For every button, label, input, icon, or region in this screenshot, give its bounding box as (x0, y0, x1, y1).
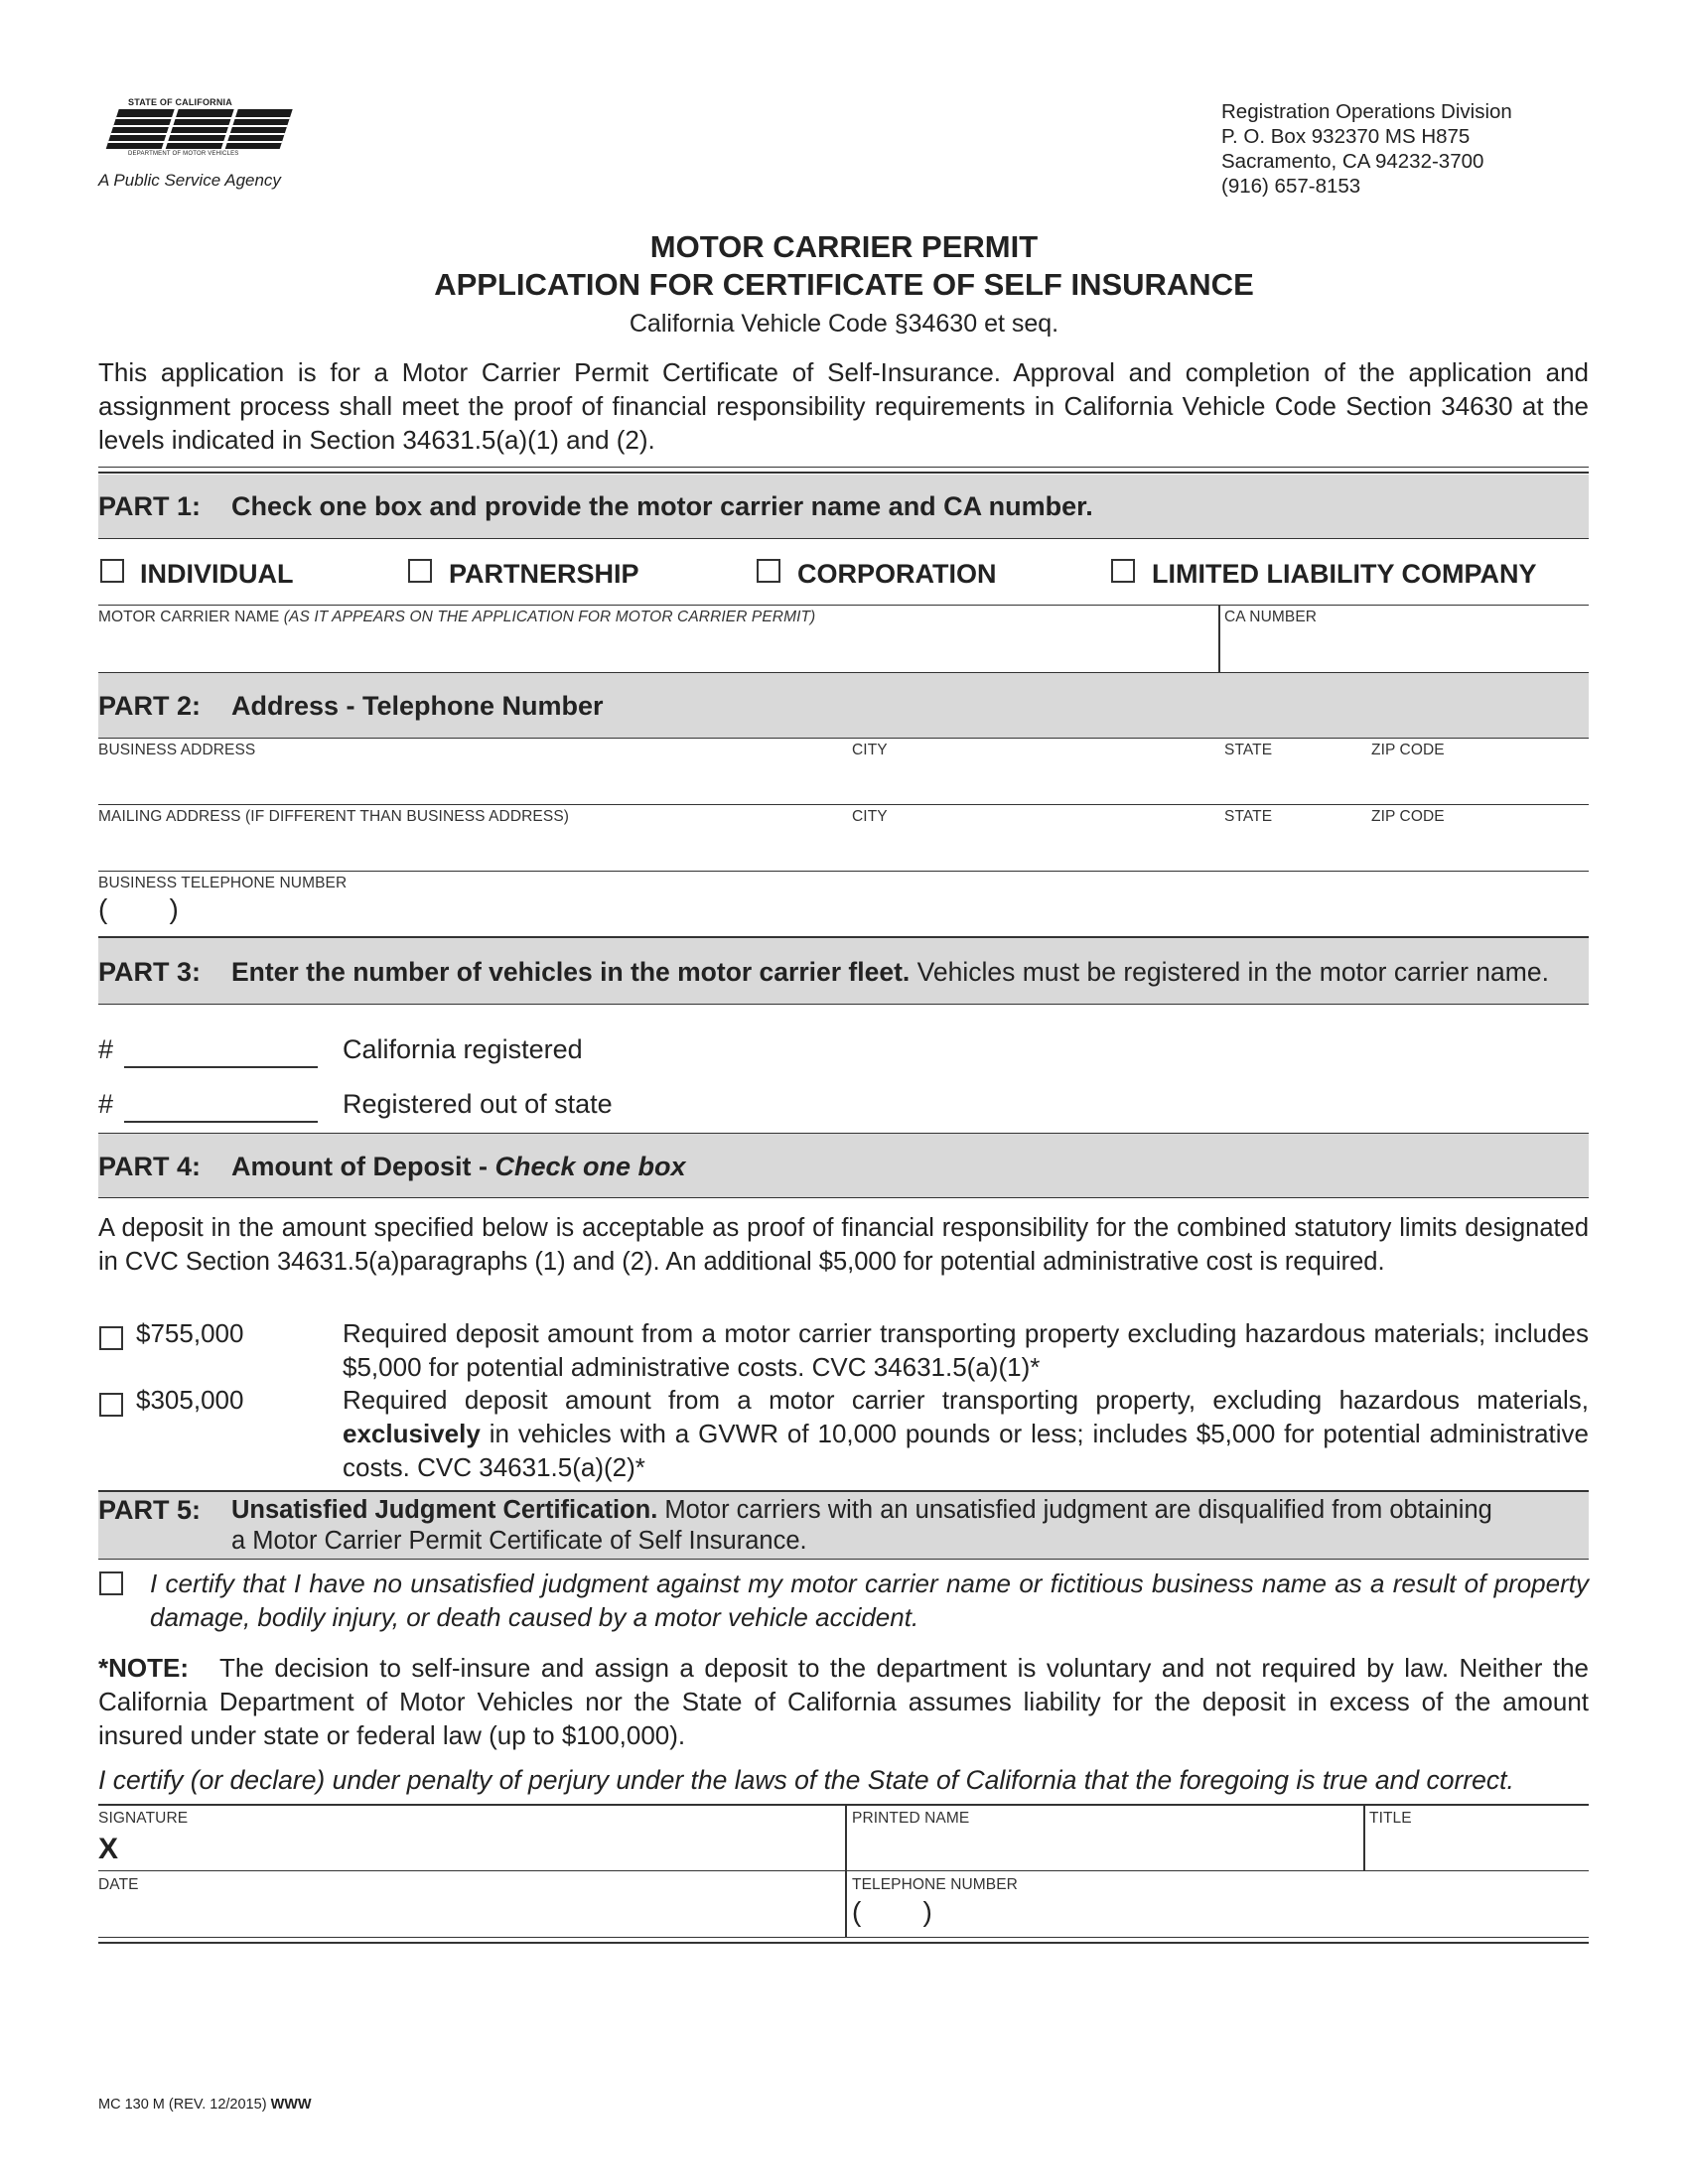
ca-registered-count-field[interactable] (124, 1040, 318, 1068)
business-state-field[interactable] (1224, 760, 1353, 800)
checkbox-individual[interactable] (100, 559, 124, 583)
deposit-305000-description (343, 1383, 1589, 1484)
part2-number: PART 2: (98, 691, 202, 721)
note-paragraph (98, 1651, 1589, 1752)
option-llc-label: LIMITED LIABILITY COMPANY (1152, 559, 1537, 589)
part3-header (98, 938, 1589, 1004)
note-text: The decision to self-insure and assign a deposit to the department is voluntary and not required by law. Neither the California Department of Motor Vehicles nor the State of California assumes liability for the deposit in excess of the amount insured under state or federal law (up to $100,000). (98, 1653, 1590, 1750)
part3-title: Enter the number of vehicles in the motor carrier fleet. (231, 957, 911, 987)
deposit-305000-bold: exclusively (343, 1419, 481, 1448)
deposit-305000-amount: $305,000 (136, 1385, 244, 1415)
mailing-city-field[interactable] (852, 827, 1209, 867)
date-field[interactable] (98, 1894, 833, 1934)
motor-carrier-name-label (98, 609, 815, 626)
ca-number-label: CA NUMBER (1224, 609, 1318, 625)
deposit-305000-text-b: in vehicles with a GVWR of 10,000 pounds or less; includes $5,000 for potential administrative costs. CVC 34631.5(a)(2)* (343, 1419, 1589, 1482)
title-line-1: MOTOR CARRIER PERMIT (649, 229, 1039, 264)
deposit-paragraph: A deposit in the amount specified below is acceptable as proof of financial responsibility for the combined statutory limits designated in CVC Section 34631.5(a)paragraphs (1) and (2). An additional $5,000 for potential administrative cost is required. (98, 1214, 1589, 1276)
part1-number: PART 1: (98, 491, 202, 521)
address-line: Registration Operations Division (1221, 100, 1512, 123)
divider (98, 738, 1589, 739)
address-line: P. O. Box 932370 MS H875 (1221, 125, 1471, 148)
part1-title: Check one box and provide the motor carrier name and CA number. (231, 491, 1093, 521)
divider (98, 1870, 1589, 1871)
checkbox-llc[interactable] (1111, 559, 1135, 583)
mailing-zip-label: ZIP CODE (1371, 808, 1445, 825)
checkbox-partnership[interactable] (408, 559, 432, 583)
checkbox-deposit-305000[interactable] (99, 1393, 123, 1417)
ca-registered-label: California registered (343, 1034, 583, 1064)
part5-title-wrap (231, 1495, 1589, 1557)
divider (98, 1937, 1589, 1938)
part4-title-wrap (231, 1152, 686, 1182)
part4-title: Amount of Deposit - (231, 1152, 495, 1181)
address-line: (916) 657-8153 (1221, 175, 1361, 198)
part5-text-line1: Motor carriers with an unsatisfied judgment are disqualified from obtaining (664, 1496, 1492, 1524)
divider (98, 1004, 1589, 1005)
dmv-logo (98, 97, 307, 167)
divider (98, 1942, 1589, 1944)
part5-header (98, 1492, 1589, 1559)
signature-x: X (98, 1833, 119, 1865)
part4-title-italic: Check one box (494, 1152, 686, 1181)
option-corporation-label: CORPORATION (797, 559, 997, 589)
printed-name-label: PRINTED NAME (852, 1810, 970, 1827)
part2-title: Address - Telephone Number (231, 691, 604, 721)
option-partnership-label: PARTNERSHIP (449, 559, 639, 589)
divider (1218, 606, 1220, 672)
business-phone-field[interactable]: ( ) (98, 893, 179, 924)
part5-text-line2: a Motor Carrier Permit Certificate of Self Insurance. (231, 1527, 807, 1555)
mailing-address-field[interactable] (98, 827, 833, 867)
mailing-address-label: MAILING ADDRESS (IF DIFFERENT THAN BUSINESS ADDRESS) (98, 808, 570, 825)
divider (98, 538, 1589, 539)
part3-note: Vehicles must be registered in the motor carrier name. (916, 957, 1549, 987)
title-label: TITLE (1369, 1810, 1412, 1827)
deposit-755000-amount: $755,000 (136, 1318, 244, 1348)
divider (98, 871, 1589, 872)
business-zip-label: ZIP CODE (1371, 742, 1445, 758)
form-title (0, 228, 1688, 341)
vehicle-code-ref: California Vehicle Code §34630 et seq. (629, 310, 1059, 338)
form-id-text: MC 130 M (REV. 12/2015) (98, 2097, 267, 2113)
perjury-statement: I certify (or declare) under penalty of perjury under the laws of the State of California that the foregoing is true and correct. (98, 1765, 1514, 1795)
division-address (1221, 99, 1512, 199)
part3-title-wrap (231, 957, 1549, 988)
judgment-certification-text: I certify that I have no unsatisfied judgment against my motor carrier name or fictitious business name as a result of property damage, bodily injury, or death caused by a motor vehicle accident. (150, 1569, 1589, 1632)
mailing-zip-field[interactable] (1371, 827, 1580, 867)
name-label-note: (AS IT APPEARS ON THE APPLICATION FOR MOTOR CARRIER PERMIT) (283, 609, 816, 625)
business-address-label: BUSINESS ADDRESS (98, 742, 256, 758)
part4-header (98, 1134, 1589, 1197)
divider (98, 1559, 1589, 1560)
mailing-city-label: CITY (852, 808, 888, 825)
part2-header (98, 673, 1589, 738)
telephone-field[interactable]: ( ) (852, 1896, 932, 1927)
divider (98, 605, 1589, 606)
ca-number-field[interactable] (1224, 627, 1582, 669)
motor-carrier-name-field[interactable] (98, 627, 1210, 669)
business-state-label: STATE (1224, 742, 1273, 758)
telephone-label: TELEPHONE NUMBER (852, 1876, 1018, 1893)
checkbox-deposit-755000[interactable] (99, 1326, 123, 1350)
entity-type-options (98, 556, 1589, 596)
part5-number: PART 5: (98, 1495, 202, 1525)
signature-label: SIGNATURE (98, 1810, 189, 1827)
form-identifier (98, 2097, 312, 2113)
signature-field[interactable] (129, 1829, 824, 1868)
note-label: *NOTE: (98, 1653, 189, 1683)
agency-tagline: A Public Service Agency (98, 171, 281, 190)
part4-number: PART 4: (98, 1152, 202, 1181)
divider (98, 1197, 1589, 1198)
divider (845, 1805, 847, 1870)
deposit-305000-text-a: Required deposit amount from a motor carrier transporting property, excluding hazardous materials, (343, 1385, 1589, 1415)
part3-number: PART 3: (98, 957, 202, 987)
part1-header (98, 475, 1589, 538)
out-of-state-label: Registered out of state (343, 1089, 613, 1119)
logo-dept-text: DEPARTMENT OF MOTOR VEHICLES (128, 151, 239, 157)
checkbox-corporation[interactable] (757, 559, 780, 583)
mailing-state-field[interactable] (1224, 827, 1353, 867)
mailing-state-label: STATE (1224, 808, 1273, 825)
divider (1363, 1805, 1365, 1870)
divider (98, 467, 1589, 468)
form-id-suffix: WWW (270, 2097, 312, 2113)
address-line: Sacramento, CA 94232-3700 (1221, 150, 1484, 173)
date-label: DATE (98, 1876, 139, 1893)
name-label-text: MOTOR CARRIER NAME (98, 609, 280, 625)
hash-symbol: # (98, 1034, 114, 1064)
checkbox-no-unsatisfied-judgment[interactable] (99, 1571, 123, 1595)
deposit-755000-description: Required deposit amount from a motor carrier transporting property excluding hazardous materials; includes $5,000 for potential administrative costs. CVC 34631.5(a)(1)* (343, 1318, 1589, 1382)
divider (845, 1871, 847, 1937)
title-line-2: APPLICATION FOR CERTIFICATE OF SELF INSURANCE (434, 267, 1254, 302)
business-city-label: CITY (852, 742, 888, 758)
part5-title: Unsatisfied Judgment Certification. (231, 1496, 658, 1524)
hash-symbol: # (98, 1089, 114, 1119)
business-city-field[interactable] (852, 760, 1209, 800)
intro-paragraph: This application is for a Motor Carrier Permit Certificate of Self-Insurance. Approval and completion of the application and assignment process shall meet the proof of financial responsibility requirements in California Vehicle Code Section 34630 at the levels indicated in Section 34631.5(a)(1) and (2). (98, 357, 1589, 455)
divider (98, 472, 1589, 474)
business-zip-field[interactable] (1371, 760, 1580, 800)
title-field[interactable] (1369, 1829, 1583, 1868)
divider (98, 804, 1589, 805)
business-address-field[interactable] (98, 760, 833, 800)
out-of-state-count-field[interactable] (124, 1095, 318, 1123)
option-individual-label: INDIVIDUAL (140, 559, 294, 589)
business-phone-label: BUSINESS TELEPHONE NUMBER (98, 875, 348, 891)
logo-state-text: STATE OF CALIFORNIA (128, 97, 232, 107)
printed-name-field[interactable] (852, 1829, 1358, 1868)
